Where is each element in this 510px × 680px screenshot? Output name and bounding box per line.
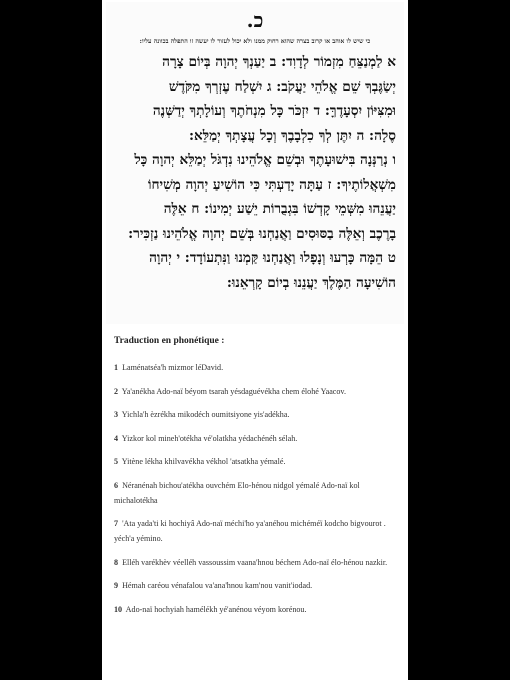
verse-text: 'Ata yada'ti ki hochiyâ Ado-naï méchi'ho ya'anéhou michéméï kodcho bigvourot . yéch'a yémino. <box>114 519 386 543</box>
hebrew-line: א לַמְנַצֵּחַ מִזְמוֹר לְדָוִד: ב יַעַנְךָ יְהוָה בְּיוֹם צָרָה <box>162 54 396 70</box>
hebrew-line: וּמִצִּיּוֹן יִסְעָדֶךָּ: ד יִזְכֹּר כָּל מִנְחֹתֶךָ וְעוֹלָתְךָ יְדַשְּׁנֶה <box>152 103 396 119</box>
verse-text: Ya'anékha Ado-naï béyom tsarah yésdaguévékha chem élohé Yaacov. <box>121 386 346 396</box>
verse-text: Hémah caréou vénafalou va'ana'hnou kam'nou vanit'iodad. <box>122 581 313 590</box>
verse-text: Elléh varékhèv véelléh vassoussim vaana'hnou béchem Ado-naï élo-hénou nazkir. <box>122 557 388 567</box>
verse-item <box>114 407 400 422</box>
verse-item <box>114 602 400 617</box>
verse-number: 3 <box>114 410 119 419</box>
hebrew-line: בָרֶכֶב וְאֵלֶּה בַסּוּסִים וַאֲנַחְנוּ בְּשֵׁם יְהוָה אֱלֹהֵינוּ נַזְכִּיר: <box>128 225 396 242</box>
verse-text: Laménatséa'h mizmor léDavid. <box>122 363 224 372</box>
verse-number: 7 <box>114 519 119 528</box>
hebrew-line: ו נְרַנְּנָה בִּישׁוּעָתֶךָ וּבְשֵׁם אֱלֹהֵינוּ נִדְגֹּל יְמַלֵּא יְהוָה כָּל <box>134 152 396 168</box>
hebrew-line: הוֹשִׁיעָה הַמֶּלֶךְ יַעֲנֵנוּ בְיוֹם קָרְאֵנוּ: <box>226 274 396 291</box>
verse-item <box>114 360 400 375</box>
verse-number: 4 <box>114 433 119 443</box>
verse-item <box>114 384 400 399</box>
verse-item <box>114 516 400 546</box>
verse-item <box>114 454 400 469</box>
verse-number: 5 <box>114 457 119 466</box>
verse-number: 2 <box>114 386 119 396</box>
verse-text: Yitène lékha khilvavékha vékhol 'atsatkha yémalé. <box>121 457 286 466</box>
hebrew-line: ט הֵמָּה כָּרְעוּ וְנָפָלוּ וַאֲנַחְנוּ קַּמְנוּ וַנִּתְעוֹדָד: י יְהוָה <box>149 250 396 266</box>
verse-item <box>114 578 400 593</box>
document-page <box>102 0 408 680</box>
chapter-letter: כ. <box>246 8 264 32</box>
verse-number: 8 <box>114 557 119 567</box>
transliteration-title: Traduction en phonétique : <box>114 336 225 346</box>
verse-number: 6 <box>114 480 119 490</box>
verse-item <box>114 555 400 570</box>
hebrew-line: מִשְׁאֲלוֹתֶיךָ: ז עַתָּה יָדַעְתִּי כִּי הוֹשִׁיעַ יְהוָה מְשִׁיחוֹ <box>147 176 396 193</box>
hebrew-scan <box>106 2 404 324</box>
intro-note: כי שיש לו אוהב או קרוב בצרה שהוא רחוק ממנו ולא יכול לעזור לו יעשה זו התפלה בכוונה עליו: <box>139 38 371 45</box>
verse-list <box>114 360 400 625</box>
hebrew-line: יַעֲנֵהוּ מִשְּׁמֵי קָדְשׁוֹ בִּגְבֻרוֹת יֵשַׁע יְמִינוֹ: ח אֵלֶּה <box>163 201 396 217</box>
verse-number: 9 <box>114 581 119 590</box>
verse-item <box>114 478 400 508</box>
verse-text: Ado-naï hochyiah hamélékh yé'anénou véyom korénou. <box>125 604 307 614</box>
hebrew-text <box>106 46 404 295</box>
verse-text: Yichla'h èzrékha mikodéch oumitsiyone yis'adékha. <box>121 410 290 419</box>
hebrew-line: סֶלָה: ה יִתֶּן לְךָ כִלְבָבֶךָ וְכָל עֲצָתְךָ יְמַלֵּא: <box>188 127 396 144</box>
hebrew-line: יְשַׂגֶּבְךָ שֵׁם אֱלֹהֵי יַעֲקֹב: ג יִשְׁלַח עֶזְרְךָ מִקֹּדֶשׁ <box>168 78 396 95</box>
verse-number: 10 <box>114 604 123 614</box>
verse-text: Yizkor kol mineh'otékha vé'olatkha yédachénéh sélah. <box>121 433 298 443</box>
verse-number: 1 <box>114 363 119 372</box>
verse-item <box>114 431 400 446</box>
verse-text: Néranénah bichou'atékha ouvchém Elo-hénou nidgol yémalé Ado-naï kol michalotékha <box>114 480 360 505</box>
